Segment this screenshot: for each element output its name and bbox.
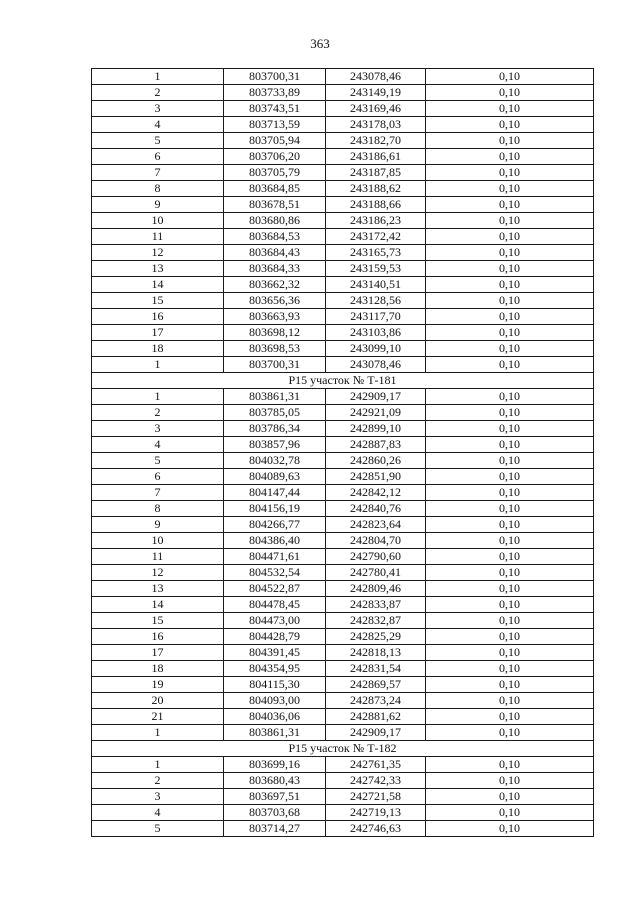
y-coordinate-cell: 243169,46 (326, 101, 426, 117)
accuracy-cell: 0,10 (426, 789, 594, 805)
accuracy-cell: 0,10 (426, 437, 594, 453)
x-coordinate-cell: 803697,51 (224, 789, 326, 805)
y-coordinate-cell: 243172,42 (326, 229, 426, 245)
point-number-cell: 10 (92, 213, 224, 229)
point-number-cell: 16 (92, 309, 224, 325)
y-coordinate-cell: 242887,83 (326, 437, 426, 453)
y-coordinate-cell: 242921,09 (326, 405, 426, 421)
x-coordinate-cell: 803861,31 (224, 389, 326, 405)
accuracy-cell: 0,10 (426, 645, 594, 661)
table-row (92, 421, 594, 437)
x-coordinate-cell: 803662,32 (224, 277, 326, 293)
x-coordinate-cell: 803678,51 (224, 197, 326, 213)
y-coordinate-cell: 242721,58 (326, 789, 426, 805)
y-coordinate-cell: 243078,46 (326, 69, 426, 85)
accuracy-cell: 0,10 (426, 549, 594, 565)
accuracy-cell: 0,10 (426, 357, 594, 373)
accuracy-cell: 0,10 (426, 693, 594, 709)
accuracy-cell: 0,10 (426, 453, 594, 469)
x-coordinate-cell: 803656,36 (224, 293, 326, 309)
x-coordinate-cell: 804032,78 (224, 453, 326, 469)
y-coordinate-cell: 242804,70 (326, 533, 426, 549)
table-row (92, 293, 594, 309)
accuracy-cell: 0,10 (426, 469, 594, 485)
accuracy-cell: 0,10 (426, 677, 594, 693)
table-row (92, 725, 594, 741)
table-row (92, 149, 594, 165)
point-number-cell: 5 (92, 821, 224, 837)
y-coordinate-cell: 243099,10 (326, 341, 426, 357)
y-coordinate-cell: 243186,61 (326, 149, 426, 165)
accuracy-cell: 0,10 (426, 341, 594, 357)
point-number-cell: 1 (92, 757, 224, 773)
y-coordinate-cell: 243188,66 (326, 197, 426, 213)
x-coordinate-cell: 804156,19 (224, 501, 326, 517)
accuracy-cell: 0,10 (426, 533, 594, 549)
section-header-row (92, 373, 594, 389)
table-row (92, 69, 594, 85)
y-coordinate-cell: 243078,46 (326, 357, 426, 373)
accuracy-cell: 0,10 (426, 405, 594, 421)
point-number-cell: 6 (92, 469, 224, 485)
accuracy-cell: 0,10 (426, 117, 594, 133)
table-row (92, 661, 594, 677)
table-row (92, 485, 594, 501)
section-title: Р15 участок № Т-181 (92, 373, 594, 389)
point-number-cell: 15 (92, 293, 224, 309)
y-coordinate-cell: 243159,53 (326, 261, 426, 277)
y-coordinate-cell: 242746,63 (326, 821, 426, 837)
point-number-cell: 4 (92, 437, 224, 453)
point-number-cell: 8 (92, 501, 224, 517)
accuracy-cell: 0,10 (426, 229, 594, 245)
x-coordinate-cell: 803700,31 (224, 69, 326, 85)
section-title: Р15 участок № Т-182 (92, 741, 594, 757)
x-coordinate-cell: 803705,79 (224, 165, 326, 181)
point-number-cell: 5 (92, 133, 224, 149)
y-coordinate-cell: 243178,03 (326, 117, 426, 133)
table-row (92, 277, 594, 293)
x-coordinate-cell: 803700,31 (224, 357, 326, 373)
y-coordinate-cell: 242719,13 (326, 805, 426, 821)
accuracy-cell: 0,10 (426, 101, 594, 117)
y-coordinate-cell: 242825,29 (326, 629, 426, 645)
table-row (92, 597, 594, 613)
point-number-cell: 10 (92, 533, 224, 549)
point-number-cell: 18 (92, 661, 224, 677)
x-coordinate-cell: 804522,87 (224, 581, 326, 597)
point-number-cell: 1 (92, 69, 224, 85)
table-row (92, 629, 594, 645)
x-coordinate-cell: 803786,34 (224, 421, 326, 437)
y-coordinate-cell: 243117,70 (326, 309, 426, 325)
point-number-cell: 20 (92, 693, 224, 709)
x-coordinate-cell: 803706,20 (224, 149, 326, 165)
table-row (92, 517, 594, 533)
y-coordinate-cell: 242869,57 (326, 677, 426, 693)
accuracy-cell: 0,10 (426, 309, 594, 325)
y-coordinate-cell: 242851,90 (326, 469, 426, 485)
section-header-row (92, 741, 594, 757)
table-row (92, 437, 594, 453)
accuracy-cell: 0,10 (426, 581, 594, 597)
y-coordinate-cell: 242860,26 (326, 453, 426, 469)
point-number-cell: 16 (92, 629, 224, 645)
y-coordinate-cell: 243103,86 (326, 325, 426, 341)
y-coordinate-cell: 243128,56 (326, 293, 426, 309)
point-number-cell: 3 (92, 421, 224, 437)
table-row (92, 469, 594, 485)
x-coordinate-cell: 804478,45 (224, 597, 326, 613)
point-number-cell: 4 (92, 805, 224, 821)
table-row (92, 165, 594, 181)
y-coordinate-cell: 242909,17 (326, 725, 426, 741)
point-number-cell: 14 (92, 277, 224, 293)
y-coordinate-cell: 242790,60 (326, 549, 426, 565)
point-number-cell: 13 (92, 261, 224, 277)
x-coordinate-cell: 803861,31 (224, 725, 326, 741)
x-coordinate-cell: 804036,06 (224, 709, 326, 725)
point-number-cell: 1 (92, 357, 224, 373)
table-row (92, 309, 594, 325)
point-number-cell: 4 (92, 117, 224, 133)
accuracy-cell: 0,10 (426, 501, 594, 517)
y-coordinate-cell: 242873,24 (326, 693, 426, 709)
x-coordinate-cell: 804471,61 (224, 549, 326, 565)
point-number-cell: 19 (92, 677, 224, 693)
y-coordinate-cell: 243188,62 (326, 181, 426, 197)
x-coordinate-cell: 803684,85 (224, 181, 326, 197)
x-coordinate-cell: 803713,59 (224, 117, 326, 133)
accuracy-cell: 0,10 (426, 389, 594, 405)
point-number-cell: 17 (92, 645, 224, 661)
table-row (92, 229, 594, 245)
x-coordinate-cell: 803703,68 (224, 805, 326, 821)
x-coordinate-cell: 803663,93 (224, 309, 326, 325)
accuracy-cell: 0,10 (426, 661, 594, 677)
point-number-cell: 7 (92, 165, 224, 181)
table-row (92, 565, 594, 581)
y-coordinate-cell: 242809,46 (326, 581, 426, 597)
y-coordinate-cell: 243186,23 (326, 213, 426, 229)
y-coordinate-cell: 242742,33 (326, 773, 426, 789)
y-coordinate-cell: 242833,87 (326, 597, 426, 613)
point-number-cell: 12 (92, 245, 224, 261)
y-coordinate-cell: 242842,12 (326, 485, 426, 501)
x-coordinate-cell: 803714,27 (224, 821, 326, 837)
table-row (92, 357, 594, 373)
x-coordinate-cell: 804428,79 (224, 629, 326, 645)
accuracy-cell: 0,10 (426, 69, 594, 85)
table-row (92, 645, 594, 661)
accuracy-cell: 0,10 (426, 133, 594, 149)
y-coordinate-cell: 243187,85 (326, 165, 426, 181)
table-row (92, 821, 594, 837)
point-number-cell: 18 (92, 341, 224, 357)
point-number-cell: 21 (92, 709, 224, 725)
y-coordinate-cell: 243149,19 (326, 85, 426, 101)
table-row (92, 613, 594, 629)
accuracy-cell: 0,10 (426, 165, 594, 181)
point-number-cell: 12 (92, 565, 224, 581)
accuracy-cell: 0,10 (426, 597, 594, 613)
x-coordinate-cell: 803785,05 (224, 405, 326, 421)
point-number-cell: 11 (92, 549, 224, 565)
accuracy-cell: 0,10 (426, 709, 594, 725)
y-coordinate-cell: 242899,10 (326, 421, 426, 437)
accuracy-cell: 0,10 (426, 85, 594, 101)
x-coordinate-cell: 804147,44 (224, 485, 326, 501)
table-row (92, 213, 594, 229)
point-number-cell: 13 (92, 581, 224, 597)
table-row (92, 133, 594, 149)
coordinates-table (91, 68, 594, 837)
x-coordinate-cell: 804354,95 (224, 661, 326, 677)
y-coordinate-cell: 242840,76 (326, 501, 426, 517)
point-number-cell: 1 (92, 389, 224, 405)
coordinates-table-body (92, 69, 594, 837)
table-row (92, 325, 594, 341)
point-number-cell: 2 (92, 85, 224, 101)
table-row (92, 581, 594, 597)
x-coordinate-cell: 803705,94 (224, 133, 326, 149)
y-coordinate-cell: 242909,17 (326, 389, 426, 405)
point-number-cell: 17 (92, 325, 224, 341)
table-row (92, 389, 594, 405)
table-row (92, 341, 594, 357)
x-coordinate-cell: 804093,00 (224, 693, 326, 709)
point-number-cell: 14 (92, 597, 224, 613)
x-coordinate-cell: 803698,12 (224, 325, 326, 341)
x-coordinate-cell: 804532,54 (224, 565, 326, 581)
table-row (92, 117, 594, 133)
accuracy-cell: 0,10 (426, 213, 594, 229)
table-row (92, 805, 594, 821)
accuracy-cell: 0,10 (426, 325, 594, 341)
table-row (92, 453, 594, 469)
x-coordinate-cell: 804391,45 (224, 645, 326, 661)
accuracy-cell: 0,10 (426, 565, 594, 581)
table-row (92, 405, 594, 421)
y-coordinate-cell: 242832,87 (326, 613, 426, 629)
table-row (92, 549, 594, 565)
accuracy-cell: 0,10 (426, 725, 594, 741)
table-row (92, 197, 594, 213)
table-row (92, 245, 594, 261)
point-number-cell: 5 (92, 453, 224, 469)
point-number-cell: 7 (92, 485, 224, 501)
x-coordinate-cell: 804115,30 (224, 677, 326, 693)
point-number-cell: 15 (92, 613, 224, 629)
accuracy-cell: 0,10 (426, 245, 594, 261)
x-coordinate-cell: 804089,63 (224, 469, 326, 485)
x-coordinate-cell: 803698,53 (224, 341, 326, 357)
x-coordinate-cell: 803684,33 (224, 261, 326, 277)
point-number-cell: 2 (92, 405, 224, 421)
accuracy-cell: 0,10 (426, 277, 594, 293)
accuracy-cell: 0,10 (426, 821, 594, 837)
table-row (92, 261, 594, 277)
table-row (92, 85, 594, 101)
point-number-cell: 6 (92, 149, 224, 165)
accuracy-cell: 0,10 (426, 261, 594, 277)
table-row (92, 709, 594, 725)
x-coordinate-cell: 803684,53 (224, 229, 326, 245)
point-number-cell: 9 (92, 517, 224, 533)
x-coordinate-cell: 804266,77 (224, 517, 326, 533)
x-coordinate-cell: 803699,16 (224, 757, 326, 773)
accuracy-cell: 0,10 (426, 149, 594, 165)
accuracy-cell: 0,10 (426, 181, 594, 197)
x-coordinate-cell: 804473,00 (224, 613, 326, 629)
accuracy-cell: 0,10 (426, 805, 594, 821)
y-coordinate-cell: 242881,62 (326, 709, 426, 725)
x-coordinate-cell: 803684,43 (224, 245, 326, 261)
point-number-cell: 3 (92, 101, 224, 117)
table-row (92, 533, 594, 549)
table-row (92, 101, 594, 117)
x-coordinate-cell: 803733,89 (224, 85, 326, 101)
y-coordinate-cell: 243140,51 (326, 277, 426, 293)
table-row (92, 757, 594, 773)
table-row (92, 677, 594, 693)
y-coordinate-cell: 242823,64 (326, 517, 426, 533)
point-number-cell: 8 (92, 181, 224, 197)
y-coordinate-cell: 243182,70 (326, 133, 426, 149)
y-coordinate-cell: 242831,54 (326, 661, 426, 677)
x-coordinate-cell: 804386,40 (224, 533, 326, 549)
table-row (92, 501, 594, 517)
accuracy-cell: 0,10 (426, 293, 594, 309)
accuracy-cell: 0,10 (426, 629, 594, 645)
accuracy-cell: 0,10 (426, 517, 594, 533)
x-coordinate-cell: 803680,86 (224, 213, 326, 229)
x-coordinate-cell: 803857,96 (224, 437, 326, 453)
accuracy-cell: 0,10 (426, 485, 594, 501)
accuracy-cell: 0,10 (426, 757, 594, 773)
accuracy-cell: 0,10 (426, 421, 594, 437)
table-row (92, 773, 594, 789)
x-coordinate-cell: 803743,51 (224, 101, 326, 117)
table-row (92, 693, 594, 709)
accuracy-cell: 0,10 (426, 613, 594, 629)
point-number-cell: 9 (92, 197, 224, 213)
x-coordinate-cell: 803680,43 (224, 773, 326, 789)
y-coordinate-cell: 242761,35 (326, 757, 426, 773)
y-coordinate-cell: 242780,41 (326, 565, 426, 581)
point-number-cell: 2 (92, 773, 224, 789)
accuracy-cell: 0,10 (426, 773, 594, 789)
point-number-cell: 3 (92, 789, 224, 805)
table-row (92, 789, 594, 805)
y-coordinate-cell: 243165,73 (326, 245, 426, 261)
point-number-cell: 1 (92, 725, 224, 741)
point-number-cell: 11 (92, 229, 224, 245)
table-row (92, 181, 594, 197)
page-number: 363 (310, 36, 330, 51)
accuracy-cell: 0,10 (426, 197, 594, 213)
y-coordinate-cell: 242818,13 (326, 645, 426, 661)
